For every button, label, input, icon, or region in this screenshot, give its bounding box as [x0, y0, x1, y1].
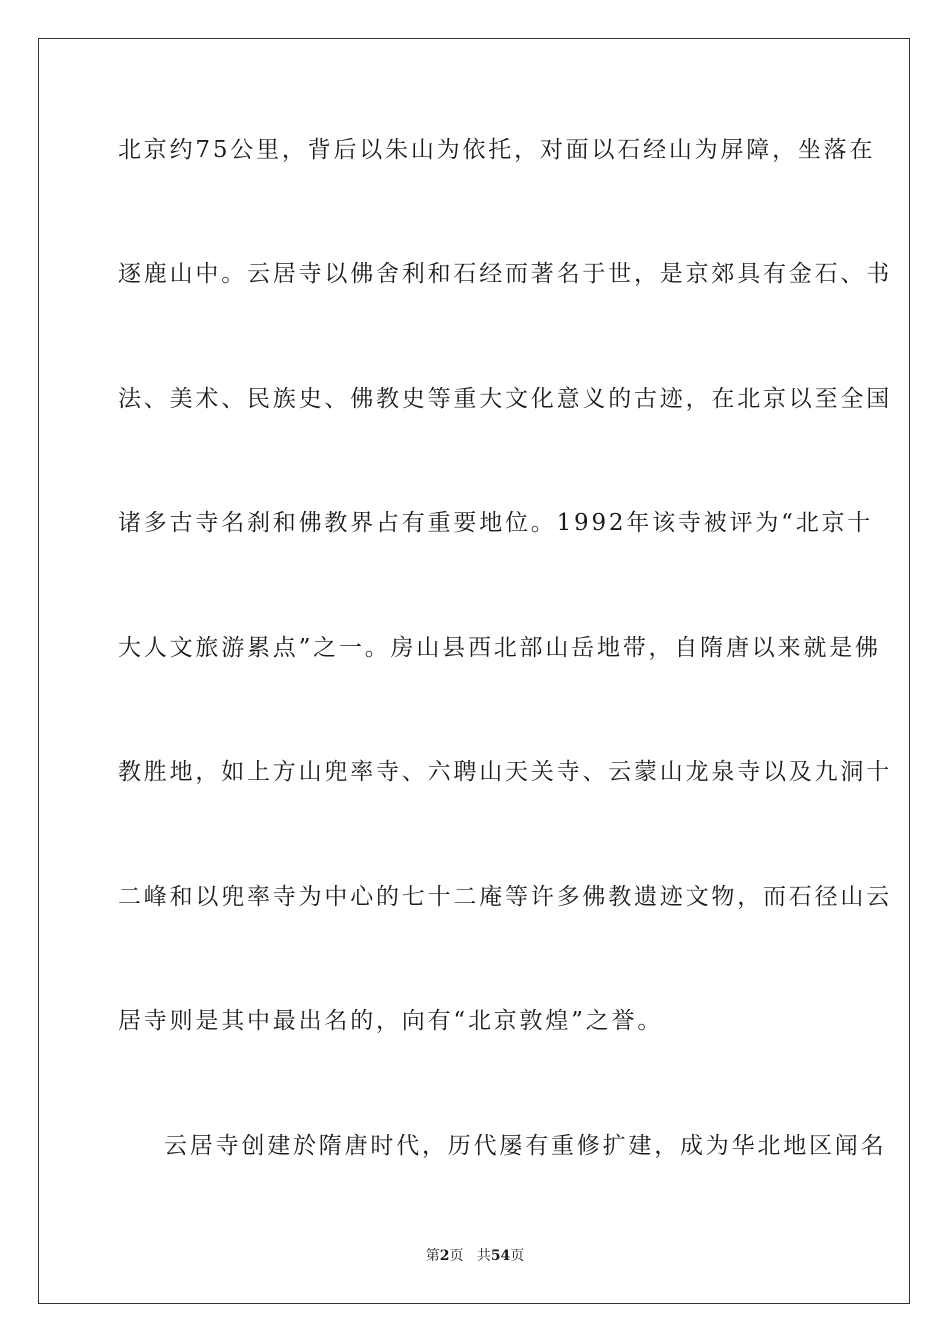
footer-total-suffix: 页	[510, 1248, 525, 1264]
text-line: 教胜地，如上方山兜率寺、六聘山天关寺、云蒙山龙泉寺以及九洞十	[118, 759, 892, 785]
text-line: 逐鹿山中。云居寺以佛舍利和石经而著名于世，是京郊具有金石、书	[118, 261, 892, 287]
text-line: 法、美术、民族史、佛教史等重大文化意义的古迹，在北京以至全国	[118, 386, 892, 412]
footer-total-prefix: 共	[476, 1248, 491, 1264]
current-page-number: 2	[439, 1248, 450, 1264]
text-line: 二峰和以兜率寺为中心的七十二庵等许多佛教遗迹文物，而石径山云	[118, 884, 892, 910]
text-line-indented: 云居寺创建於隋唐时代，历代屡有重修扩建，成为华北地区闻名	[164, 1133, 887, 1159]
page-footer	[0, 1246, 950, 1266]
page-border	[38, 38, 910, 1304]
footer-prefix: 第	[425, 1248, 440, 1264]
total-pages-number: 54	[490, 1248, 511, 1264]
text-line: 诸多古寺名刹和佛教界占有重要地位。1992年该寺被评为“北京十	[118, 510, 874, 536]
text-line: 北京约75公里，背后以朱山为依托，对面以石经山为屏障，坐落在	[118, 137, 876, 163]
text-line: 居寺则是其中最出名的，向有“北京敦煌”之誉。	[118, 1008, 664, 1034]
footer-page-suffix: 页	[449, 1248, 464, 1264]
text-line: 大人文旅游累点”之一。房山县西北部山岳地带，自隋唐以来就是佛	[118, 635, 881, 661]
